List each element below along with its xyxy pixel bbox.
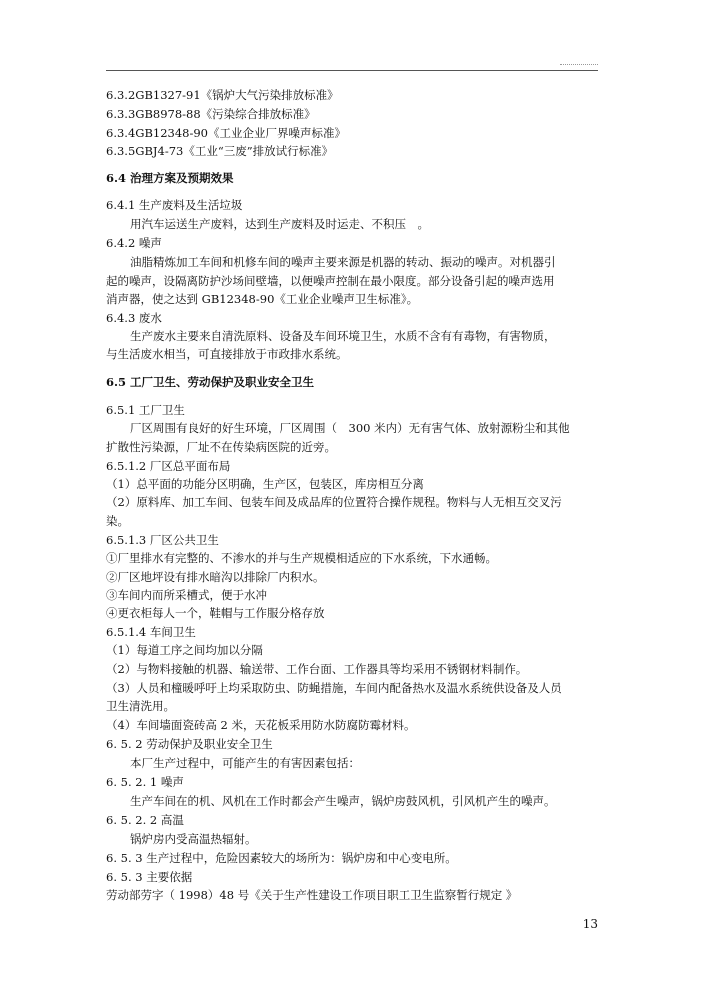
text-line: 6. 5. 2. 2 高温 (106, 813, 184, 827)
text-line: 厂区周围有良好的好生环境，厂区周围（ 300 米内）无有害气体、放射源粉尘和其他 (130, 421, 570, 435)
text-line: ③车间内而所采槽式，便于水冲 (106, 588, 267, 602)
text-line: 与生活废水相当，可直接排放于市政排水系统。 (106, 347, 348, 361)
text-line: 消声器，使之达到 GB12348-90《工业企业噪声卫生标准》。 (106, 292, 419, 306)
text-line: 6.4.1 生产废料及生活垃圾 (106, 198, 243, 212)
text-line: 6. 5. 2. 1 噪声 (106, 775, 184, 789)
header-rule (106, 70, 598, 71)
text-line: 起的噪声，设隔离防护沙场间壁墙，以便噪声控制在最小限度。部分设备引起的噪声选用 (106, 274, 555, 288)
text-line: 6.5.1 工厂卫生 (106, 403, 185, 417)
text-line: （3）人员和橦暖呼吁上均采取防虫、防蝇措施，车间内配备热水及温水系统供设备及人员 (106, 681, 562, 695)
text-line: 6. 5. 2 劳动保护及职业安全卫生 (106, 737, 273, 751)
text-line: 6.3.5GBJ4-73《工业“三废”排放试行标准》 (106, 144, 334, 158)
text-line: 6. 5. 3 主要依据 (106, 870, 193, 884)
page-number: 13 (582, 917, 598, 931)
text-line: 锅炉房内受高温热辐射。 (130, 832, 257, 846)
text-line: （2）原料库、加工车间、包装车间及成品库的位置符合操作规程。物料与人无相互交叉污 (106, 495, 562, 509)
text-line: 6. 5. 3 生产过程中，危险因素较大的场所为：锅炉房和中心变电所。 (106, 851, 457, 865)
text-line: 劳动部劳字（ 1998）48 号《关于生产性建设工作项目职工卫生监察暂行规定 》 (106, 888, 518, 902)
text-line: ④更衣柜每人一个，鞋帽与工作服分格存放 (106, 606, 325, 620)
header-mark (560, 64, 598, 68)
text-line: 卫生清洗用。 (106, 699, 175, 713)
text-line: （1）总平面的功能分区明确，生产区，包装区，库房相互分离 (106, 477, 424, 491)
text-line: 6.3.3GB8978-88《污染综合排放标准》 (106, 107, 316, 121)
section-heading: 6.5 工厂卫生、劳动保护及职业安全卫生 (106, 375, 315, 389)
text-line: 生产废水主要来自清洗原料、设备及车间环境卫生，水质不含有有毒物，有害物质， (130, 329, 556, 343)
text-line: 6.4.3 废水 (106, 311, 162, 325)
text-line: 6.3.2GB1327-91《锅炉大气污染排放标准》 (106, 88, 339, 102)
section-heading: 6.4 治理方案及预期效果 (106, 171, 234, 185)
text-line: 用汽车运送生产废料，达到生产废料及时运走、不积压 。 (130, 217, 429, 231)
text-line: ①厂里排水有完整的、不渗水的并与生产规模相适应的下水系统，下水通畅。 (106, 551, 497, 565)
text-line: 生产车间在的机、风机在工作时都会产生噪声，锅炉房鼓风机，引风机产生的噪声。 (130, 794, 556, 808)
text-line: 6.4.2 噪声 (106, 236, 162, 250)
text-line: 6.5.1.3 厂区公共卫生 (106, 533, 219, 547)
text-line: ②厂区地坪设有排水暗沟以排除厂内积水。 (106, 570, 325, 584)
text-line: （2）与物料接触的机器、输送带、工作台面、工作器具等均采用不锈钢材料制作。 (106, 662, 528, 676)
text-line: 6.5.1.2 厂区总平面布局 (106, 459, 231, 473)
text-line: （4）车间墙面瓷砖高 2 米，天花板采用防水防腐防霉材料。 (106, 718, 416, 732)
text-line: 扩散性污染源，厂址不在传染病医院的近旁。 (106, 440, 336, 454)
text-line: 6.3.4GB12348-90《工业企业厂界噪声标准》 (106, 126, 346, 140)
text-line: 本厂生产过程中，可能产生的有害因素包括： (130, 756, 360, 770)
text-line: 染。 (106, 514, 129, 528)
text-line: 油脂精炼加工车间和机修车间的噪声主要来源是机器的转动、振动的噪声。对机器引 (130, 255, 556, 269)
text-line: 6.5.1.4 车间卫生 (106, 625, 196, 639)
text-line: （1）每道工序之间均加以分隔 (106, 643, 263, 657)
